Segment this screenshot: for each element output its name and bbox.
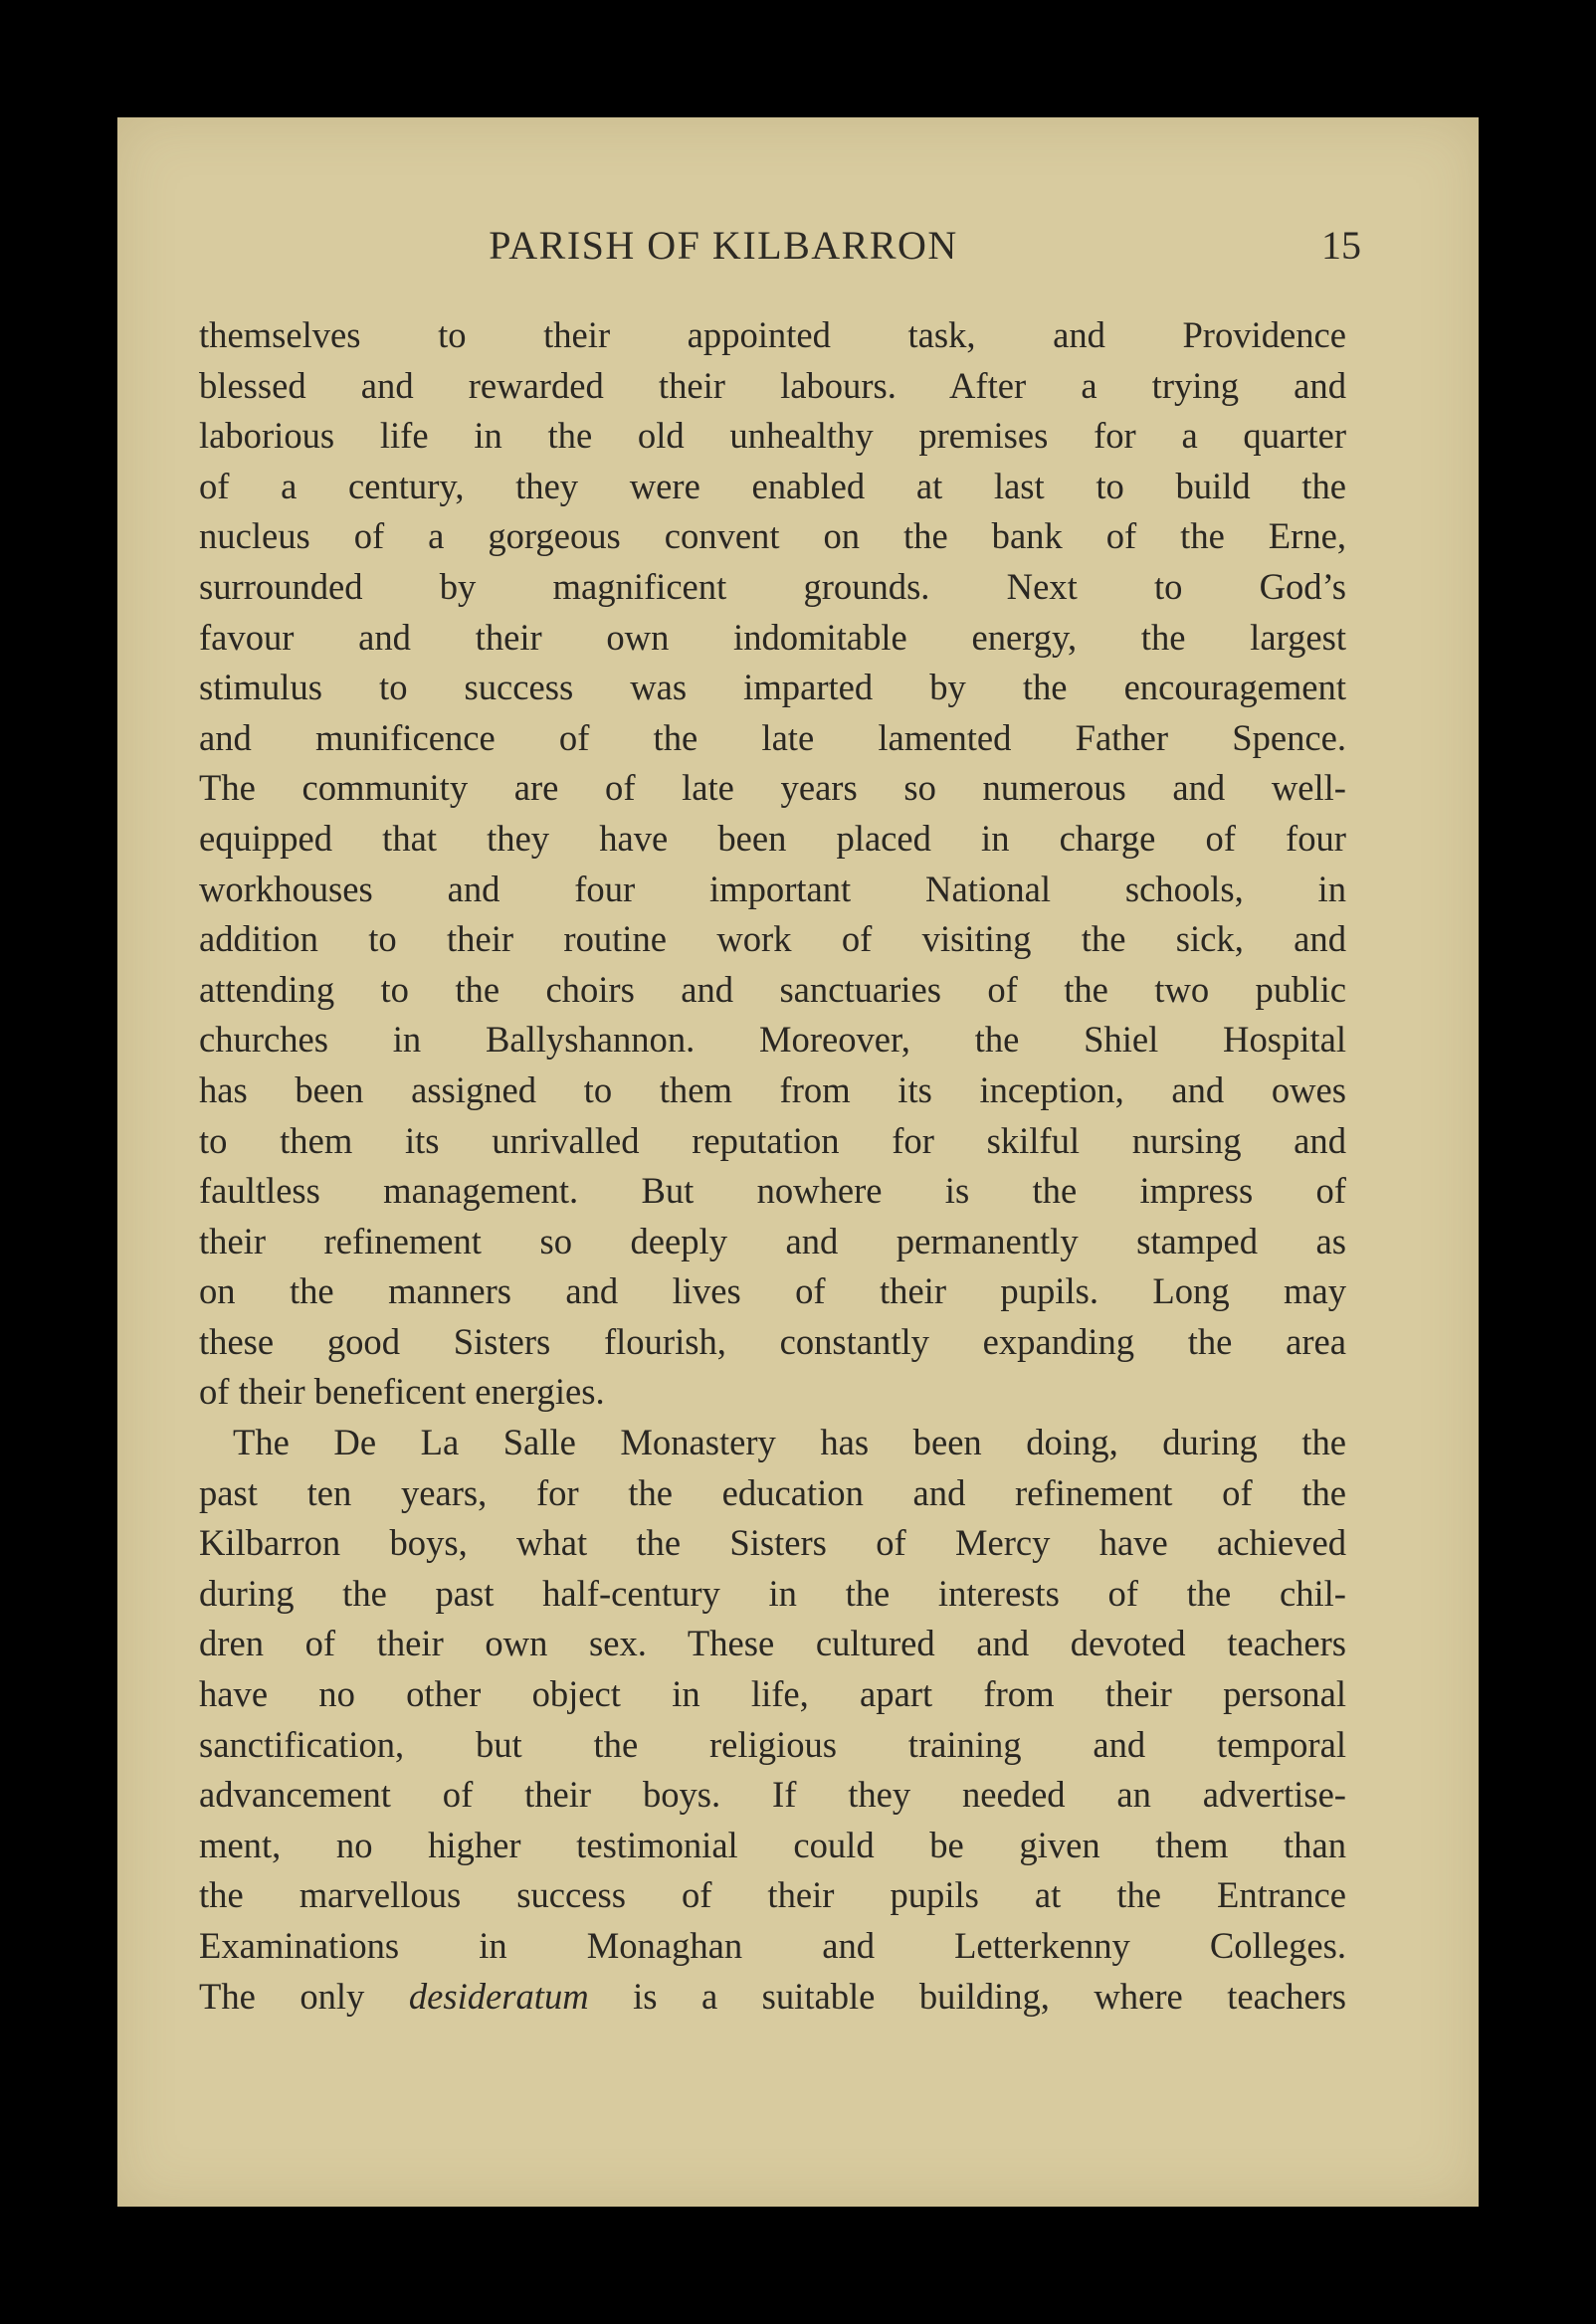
- text-line: [199, 1065, 1346, 1116]
- text-segment: faultless management. But nowhere is the impress of: [199, 1170, 1346, 1212]
- text-segment: stimulus to success was imparted by the encouragement: [199, 667, 1346, 708]
- text-line: [199, 1217, 1346, 1267]
- body-text: [199, 310, 1346, 2022]
- text-line: [199, 613, 1346, 664]
- text-line: [199, 511, 1346, 562]
- text-segment: is a suitable building, where teachers: [588, 1975, 1347, 2017]
- text-segment: addition to their routine work of visiting the sick, and: [199, 918, 1346, 960]
- page-number: 15: [1321, 223, 1361, 268]
- text-segment: the marvellous success of their pupils at the Entrance: [199, 1874, 1346, 1916]
- book-page: [117, 117, 1479, 2207]
- text-line: [199, 562, 1346, 613]
- text-line: [199, 310, 1346, 361]
- text-line: [199, 1619, 1346, 1669]
- text-line: [199, 1266, 1346, 1317]
- text-line: [199, 1921, 1346, 1972]
- running-head: [117, 222, 1479, 282]
- text-segment: themselves to their appointed task, and Providence: [199, 314, 1346, 355]
- text-line: [199, 1418, 1346, 1468]
- text-line: [199, 1015, 1346, 1065]
- text-line: [199, 1972, 1346, 2023]
- text-line: [199, 713, 1346, 764]
- text-line: [199, 965, 1346, 1016]
- text-segment: their refinement so deeply and permanently stamped as: [199, 1220, 1346, 1261]
- italic-term: desideratum: [408, 1975, 589, 2017]
- text-segment: dren of their own sex. These cultured and devoted teachers: [199, 1623, 1346, 1664]
- text-line: [199, 763, 1346, 814]
- text-segment: and munificence of the late lamented Father Spence.: [199, 716, 1346, 758]
- running-title: PARISH OF KILBARRON: [489, 223, 958, 268]
- text-segment: have no other object in life, apart from their personal: [199, 1673, 1346, 1715]
- text-segment: to them its unrivalled reputation for skilful nursing and: [199, 1119, 1346, 1161]
- text-line: [199, 1518, 1346, 1569]
- text-segment: equipped that they have been placed in charge of four: [199, 817, 1346, 859]
- text-segment: The community are of late years so numerous and well-: [199, 767, 1346, 809]
- text-line: [199, 1367, 1346, 1418]
- text-segment: workhouses and four important National schools, in: [199, 868, 1346, 909]
- text-segment: blessed and rewarded their labours. After a trying and: [199, 364, 1346, 406]
- text-line: [199, 1669, 1346, 1720]
- text-segment: churches in Ballyshannon. Moreover, the Shiel Hospital: [199, 1019, 1346, 1061]
- text-line: [199, 361, 1346, 412]
- text-segment: The only: [199, 1975, 409, 2017]
- text-line: [199, 1720, 1346, 1771]
- text-segment: sanctification, but the religious training and temporal: [199, 1723, 1346, 1765]
- text-line: [199, 462, 1346, 512]
- text-line: [199, 1569, 1346, 1620]
- text-line: [199, 1166, 1346, 1217]
- text-line: [199, 814, 1346, 865]
- text-segment: The De La Salle Monastery has been doing, during the: [233, 1422, 1346, 1463]
- text-line: [199, 1870, 1346, 1921]
- text-segment: these good Sisters flourish, constantly expanding the area: [199, 1320, 1346, 1362]
- text-line: [199, 1821, 1346, 1871]
- text-line: [199, 663, 1346, 713]
- text-segment: advancement of their boys. If they needed an advertise-: [199, 1774, 1346, 1816]
- text-segment: of their beneficent energies.: [199, 1371, 605, 1413]
- text-segment: attending to the choirs and sanctuaries of the two public: [199, 968, 1346, 1010]
- text-segment: Kilbarron boys, what the Sisters of Mercy have achieved: [199, 1522, 1346, 1564]
- text-segment: has been assigned to them from its inception, and owes: [199, 1068, 1346, 1110]
- text-segment: ment, no higher testimonial could be given them than: [199, 1824, 1346, 1865]
- text-segment: during the past half-century in the interests of the chil-: [199, 1572, 1346, 1614]
- text-segment: past ten years, for the education and refinement of the: [199, 1471, 1346, 1513]
- text-line: [199, 1317, 1346, 1368]
- text-line: [199, 865, 1346, 915]
- text-segment: of a century, they were enabled at last to build the: [199, 465, 1346, 506]
- text-line: [199, 411, 1346, 462]
- text-line: [199, 1468, 1346, 1519]
- text-line: [199, 1116, 1346, 1167]
- text-segment: on the manners and lives of their pupils. Long may: [199, 1270, 1346, 1312]
- text-segment: Examinations in Monaghan and Letterkenny Colleges.: [199, 1925, 1346, 1966]
- text-segment: favour and their own indomitable energy, the largest: [199, 616, 1346, 658]
- text-segment: nucleus of a gorgeous convent on the bank of the Erne,: [199, 515, 1346, 557]
- text-line: [199, 1770, 1346, 1821]
- text-line: [199, 914, 1346, 965]
- text-segment: laborious life in the old unhealthy premises for a quarter: [199, 415, 1346, 457]
- text-segment: surrounded by magnificent grounds. Next to God’s: [199, 565, 1346, 607]
